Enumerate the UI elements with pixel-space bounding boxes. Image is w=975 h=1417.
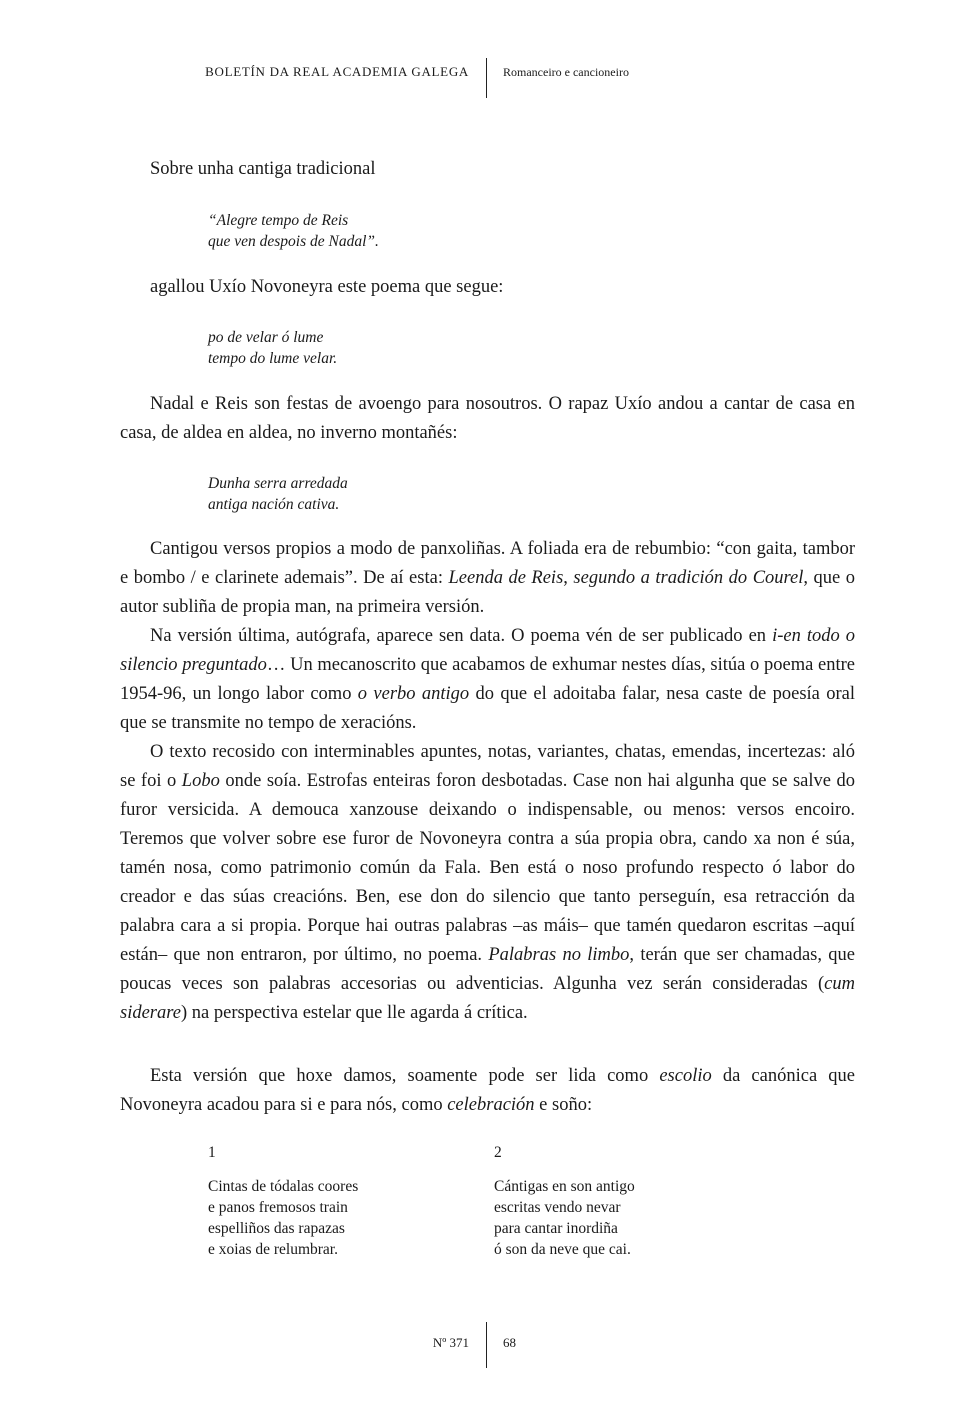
section-title: Romanceiro e cancioneiro (503, 65, 629, 79)
text-run: O texto recosido con interminables apuntes, notas, variantes, chatas, emendas, incertezas: aló se foi o (120, 742, 855, 791)
verse-line: e xoias de relumbrar. (208, 1241, 338, 1258)
text-run: Cantigou versos propios a modo de panxoliñas. A foliada era de rebumbio: “con gaita, tambor e bombo / e clarinete ademais”. De aí esta: (120, 539, 855, 588)
header-divider (486, 58, 487, 98)
quote-2-line: po de velar ó lume (208, 329, 324, 346)
text-run: ) na perspectiva estelar que lle agarda á crítica. (180, 1003, 528, 1023)
page-number: 68 (503, 1335, 516, 1350)
italic-phrase: cum siderare (120, 974, 855, 1023)
quote-1-line: “Alegre tempo de Reis (208, 212, 349, 229)
text-run: onde soía. Estrofas enteiras foron desbotadas. Case non hai algunha que se salve do furor versicida. A demouca xanzouse deixando o indispensable, ou menos: versos encoiro. Teremos que volver sobre ese furor de Novoneyra contra a súa propia obra, cando xa non é súa, tamén nosa, como patrimonio común da Fala. Ben está o noso profundo respecto ó labor do creador e das súas creacións. Ben, ese don do silencio que tanto perseguín, esa retracción da palabra cara a si propia. Porque hai outras palabras –as máis– que tamén quedaron escritas –aquí están– que non entraron, por último, no poema. (120, 771, 855, 965)
text-run: , (563, 568, 574, 588)
text-run: da canónica que Novoneyra acadou para si e para nós, como (120, 1066, 855, 1115)
text-run: Esta versión que hoxe damos, soamente pode ser lida como (150, 1066, 660, 1086)
quote-3-line: Dunha serra arredada (208, 475, 348, 492)
verse-line: Cintas de tódalas coores (208, 1178, 359, 1195)
quote-2-line: tempo do lume velar. (208, 350, 338, 367)
verse-line: espelliños das rapazas (208, 1220, 345, 1237)
paragraph-2 (120, 535, 855, 622)
quote-1 (208, 210, 379, 252)
quote-1-line: que ven despois de Nadal”. (208, 233, 379, 250)
paragraph-5 (120, 1062, 855, 1120)
text-run: e soño: (534, 1095, 593, 1115)
paragraph-3 (120, 622, 855, 738)
running-header (0, 58, 975, 98)
text-run: do que el adoitaba falar, nesa caste de poesía oral que se transmite no tempo de xeracións. (120, 684, 855, 733)
footer-divider (486, 1322, 487, 1368)
work-title: Leenda de Reis (448, 568, 564, 588)
italic-phrase: Lobo (181, 771, 220, 791)
running-footer (0, 1322, 975, 1368)
issue-number: Nº 371 (432, 1335, 469, 1350)
italic-phrase: segundo a tradición do Courel (573, 568, 804, 588)
italic-phrase: Palabras no limbo (488, 945, 630, 965)
stanza-number: 1 (208, 1144, 216, 1161)
verse-line: para cantar inordiña (494, 1220, 618, 1237)
journal-title: BOLETÍN DA REAL ACADEMIA GALEGA (205, 64, 469, 79)
paragraph-4 (120, 738, 855, 1028)
intro-line: Sobre unha cantiga tradicional (150, 159, 376, 179)
quote-3-line: antiga nación cativa. (208, 496, 340, 513)
verse-line: e panos fremosos train (208, 1199, 348, 1216)
text-run: , terán que ser chamadas, que poucas veces son palabras accesorias ou adventicias. Algunha vez serán consideradas ( (120, 945, 856, 994)
italic-phrase: o verbo antigo (357, 684, 470, 704)
italic-phrase: escolio (659, 1066, 712, 1086)
verse-line: escritas vendo nevar (494, 1199, 621, 1216)
work-title: i-en todo o silencio preguntado (120, 626, 856, 675)
text-run: Na versión última, autógrafa, aparece sen data. O poema vén de ser publicado en (150, 626, 773, 646)
transition-line: agallou Uxío Novoneyra este poema que segue: (150, 277, 504, 297)
quote-2 (208, 327, 337, 369)
italic-phrase: celebración (447, 1095, 535, 1115)
verse-line: Cántigas en son antigo (494, 1178, 635, 1195)
text-run: … Un mecanoscrito que acabamos de exhumar nestes días, sitúa o poema entre 1954-96, un longo labor como (120, 655, 856, 704)
paragraph-1: Nadal e Reis son festas de avoengo para nosoutros. O rapaz Uxío andou a cantar de casa en casa, de aldea en aldea, no inverno montañés: (120, 394, 855, 443)
stanza-1 (208, 1142, 358, 1260)
quote-3 (208, 473, 348, 515)
text-run: , que o autor subliña de propia man, na primeira versión. (120, 568, 856, 617)
stanza-2 (494, 1142, 635, 1260)
stanza-number: 2 (494, 1144, 502, 1161)
verse-line: ó son da neve que cai. (494, 1241, 631, 1258)
